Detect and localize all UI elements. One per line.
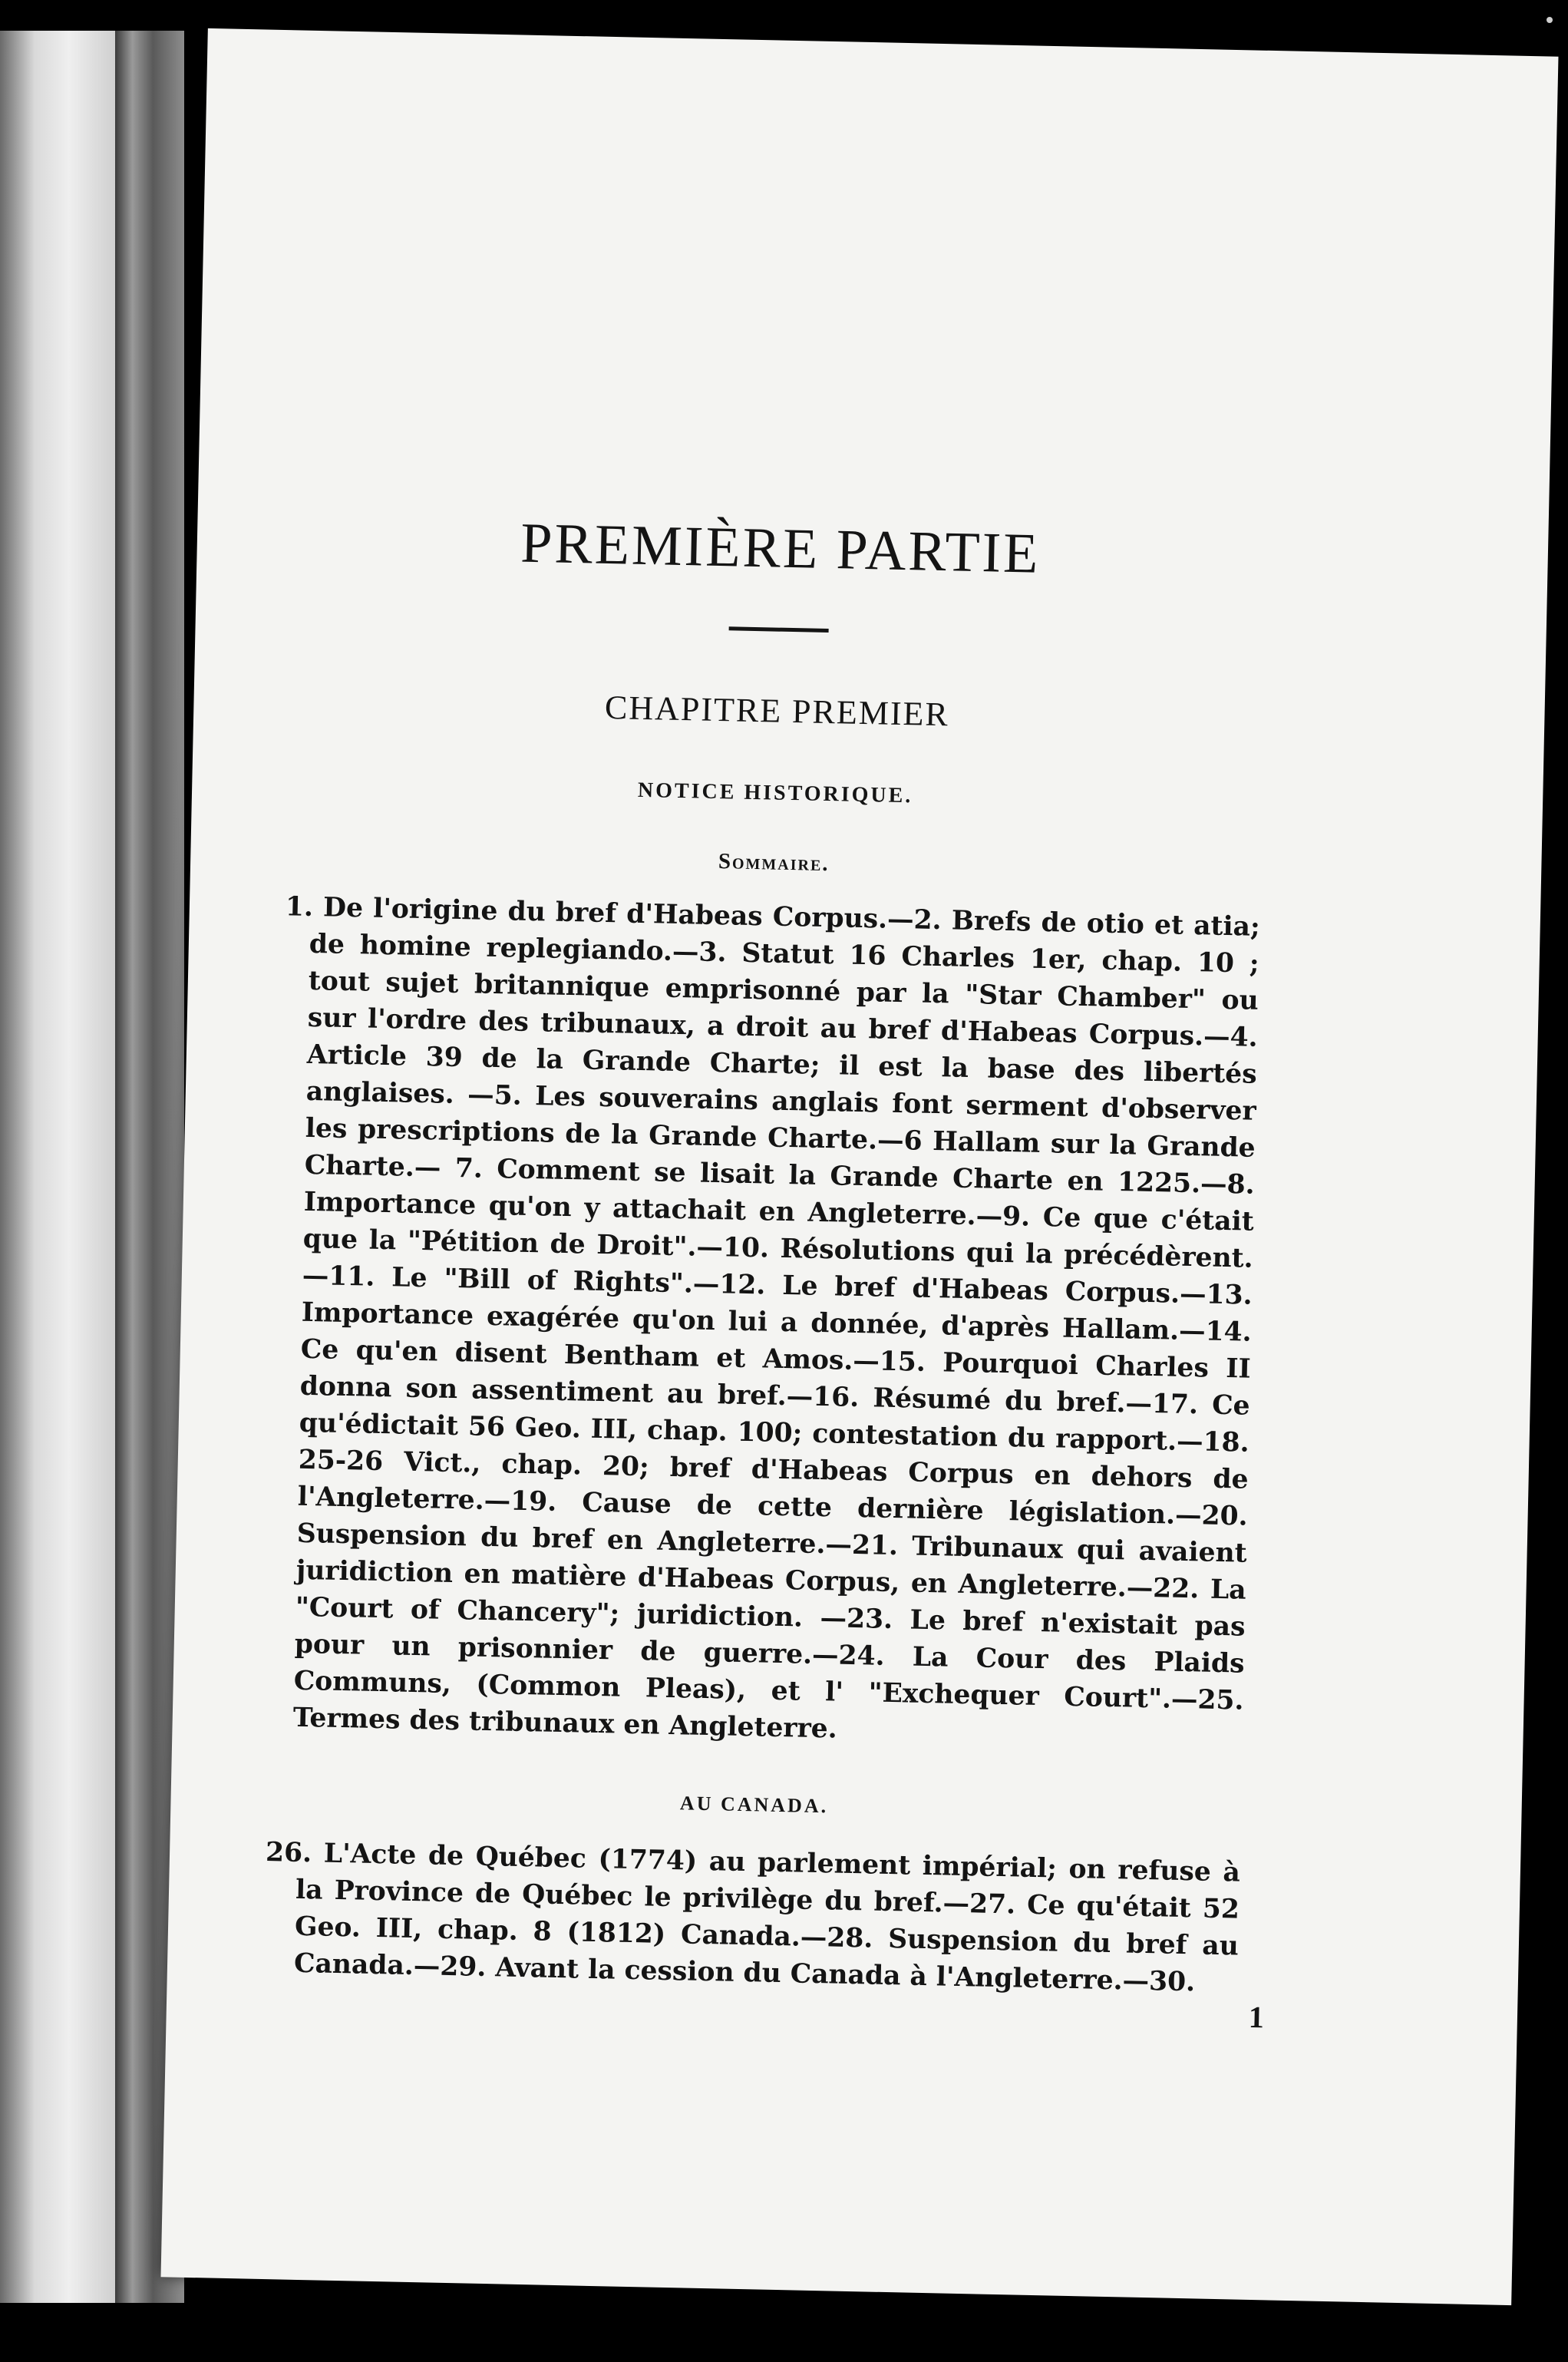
chapter-title: CHAPITRE PREMIER bbox=[604, 688, 950, 734]
book-page bbox=[161, 28, 1559, 2305]
canada-summary-paragraph: 26. L'Acte de Québec (1774) au parlement impérial; on refuse à la Province de Québec le privilège du bref.—27. Ce qu'était 52 Geo. III, chap. 8 (1812) Canada.—28. Suspension du bref au Canada.—29. Avant la cession du Canada à l'Angleterre.—30. bbox=[265, 1836, 1241, 1998]
part-title: PREMIÈRE PARTIE bbox=[520, 511, 1041, 586]
scan-speck bbox=[1547, 17, 1553, 23]
facing-page-edge bbox=[0, 31, 115, 2303]
page-content bbox=[263, 506, 1269, 2001]
page-number: 1 bbox=[1248, 1999, 1265, 2035]
summary-paragraph: 1. De l'origine du bref d'Habeas Corpus.—2. Brefs de otio et atia; de homine replegiando.—3. Statut 16 Charles 1er, chap. 10 ; tout sujet britannique emprisonné par la "Star Chamber" ou sur l'ordre des tribunaux, a droit au bref d'Habeas Corpus.—4. Article 39 de la Grande Charte; il est la base des libertés anglaises. —5. Les souverains anglais font serment d'observer les prescriptions de la Grande Charte.—6 Hallam sur la Grande Charte.— 7. Comment se lisait la Grande Charte en 1225.—8. Importance qu'on y attachait en Angleterre.—9. Ce que c'était que la "Pétition de Droit".—10. Résolutions qui la précédèrent.—11. Le "Bill of Rights".—12. Le bref d'Habeas Corpus.—13. Importance exagérée qu'on lui a donnée, d'après Hallam.—14. Ce qu'en disent Bentham et Amos.—15. Pourquoi Charles II donna son assentiment au bref.—16. Résumé du bref.—17. Ce qu'édictait 56 Geo. III, chap. 100; contestation du rapport.—18. 25-26 Vict., chap. 20; bref d'Habeas Corpus en dehors de l'Angleterre.—19. Cause de cette dernière législation.—20. Suspension du bref en Angleterre.—21. Tribunaux qui avaient juridiction en matière d'Habeas Corpus, en Angleterre.—22. La "Court of Chancery"; juridiction. —23. Le bref n'existait pas pour un prisonnier de guerre.—24. La Cour des Plaids Communs, (Common Pleas), et l' "Exchequer Court".—25. Termes des tribunaux en Angleterre. bbox=[285, 891, 1261, 1745]
section-title: NOTICE HISTORIQUE. bbox=[637, 778, 913, 808]
canada-subheading: AU CANADA. bbox=[679, 1792, 829, 1818]
summary-heading: Sommaire. bbox=[718, 849, 830, 877]
title-rule bbox=[729, 626, 829, 633]
